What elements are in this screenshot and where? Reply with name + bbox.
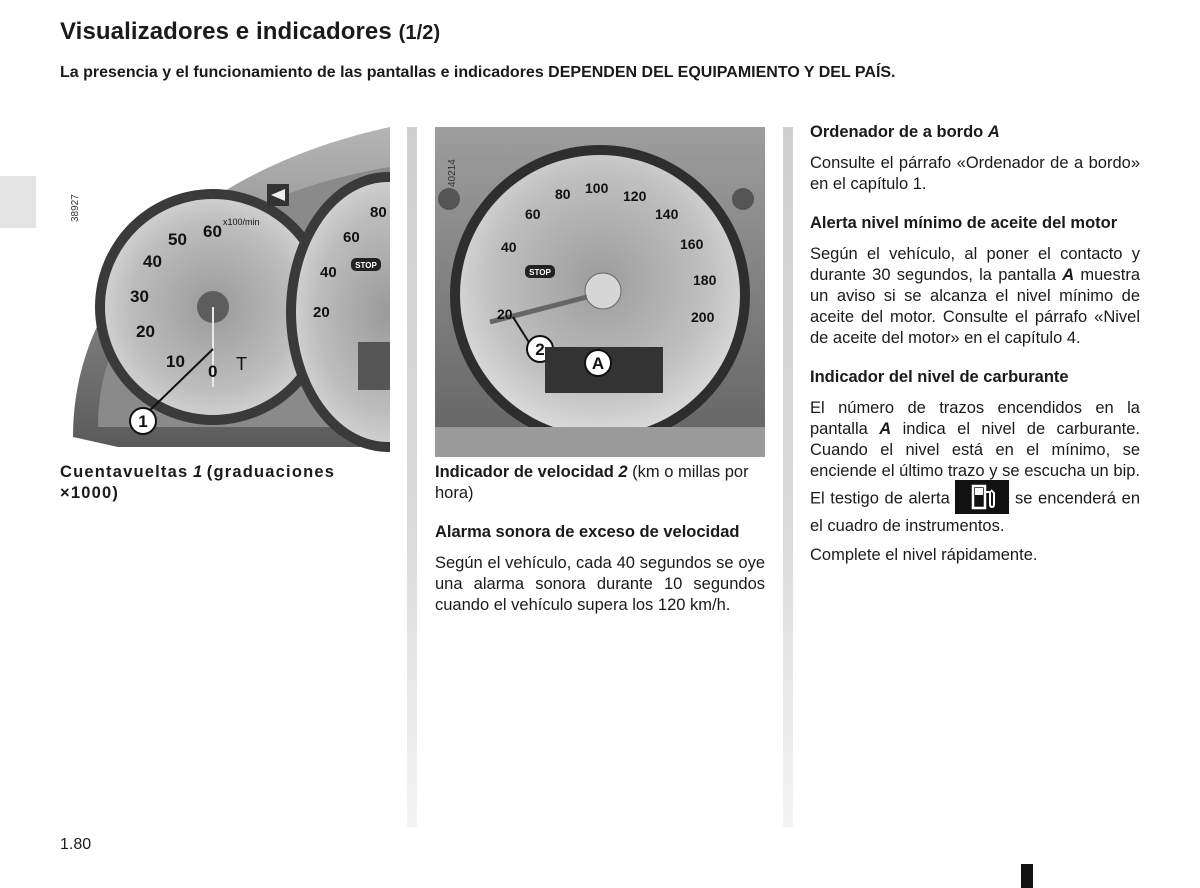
tick-40: 40	[143, 252, 162, 271]
stop-label: STOP	[355, 261, 377, 270]
heading-fuel-indicator: Indicador del nivel de carburante	[810, 368, 1069, 386]
text-complete-level: Complete el nivel rápidamente.	[810, 546, 1038, 564]
tick-10: 10	[166, 352, 185, 371]
text-oil-alert-a: Según el vehículo, al poner el contacto y durante 30 segundos, la pantalla	[810, 245, 1140, 284]
text-fuel-indicator	[810, 398, 1140, 537]
tick-200: 200	[691, 309, 715, 325]
column-separator	[407, 127, 417, 827]
speedometer-figure	[435, 127, 765, 457]
heading-oil-alert: Alerta nivel mínimo de aceite del motor	[810, 214, 1118, 232]
figure-ref-38927: 38927	[70, 194, 81, 222]
caption-tachometer	[60, 462, 390, 504]
tachometer-figure	[58, 127, 390, 457]
column-separator	[783, 127, 793, 827]
tick-0: 0	[208, 362, 218, 381]
text-fuel-indicator-c: se encenderá en el cuadro de instrumentos.	[810, 489, 1141, 535]
caption-speedometer-title: Indicador de velocidad	[435, 463, 614, 481]
speed-tick-40: 40	[320, 264, 337, 281]
tachometer-illustration	[58, 127, 390, 457]
caption-speedometer	[435, 462, 765, 504]
caption-speedometer-number: 2	[618, 463, 628, 481]
heading-onboard-computer-text: Ordenador de a bordo	[810, 123, 984, 141]
text-oil-alert-letter: A	[1062, 266, 1075, 284]
text-alarm: Según el vehículo, cada 40 segundos se oye una alarma sonora durante 10 segundos cuando el vehículo supera los 120 km/h.	[435, 554, 765, 614]
text-fuel-indicator-b: indica el nivel de carburante. Cuando el nivel está en el mínimo, se enciende el último trazo y se escucha un bip. El testigo de alerta	[810, 420, 1141, 508]
heading-onboard-computer-letter: A	[987, 123, 1000, 141]
figure-ref-40214: 40214	[447, 159, 458, 187]
stop-label: STOP	[529, 268, 551, 277]
speed-tick-60: 60	[343, 229, 360, 246]
tick-20: 20	[136, 322, 155, 341]
callout-1: 1	[138, 412, 148, 431]
speed-tick-20: 20	[313, 304, 330, 321]
tick-80: 80	[555, 186, 571, 202]
tick-60: 60	[525, 206, 541, 222]
page-title-text: Visualizadores e indicadores	[60, 18, 392, 45]
tick-30: 30	[130, 287, 149, 306]
tick-20: 20	[497, 306, 513, 322]
heading-alarm: Alarma sonora de exceso de velocidad	[435, 523, 740, 541]
speedometer-illustration	[435, 127, 765, 457]
caption-tachometer-rest: (graduaciones ×1000)	[60, 463, 336, 502]
callout-2: 2	[535, 340, 545, 359]
caption-tachometer-number: 1	[192, 463, 203, 481]
tick-160: 160	[680, 236, 704, 252]
tick-60: 60	[203, 222, 222, 241]
tick-140: 140	[655, 206, 679, 222]
text-oil-alert-b: muestra un aviso si se alcanza el nivel mínimo de aceite del motor. Consulte el párrafo «Nivel de aceite del motor» en el capítulo 4.	[810, 266, 1140, 347]
page-subtitle: La presencia y el funcionamiento de las pantallas e indicadores DEPENDEN DEL EQUIPAMIENTO Y DEL PAÍS.	[60, 64, 896, 81]
tick-40: 40	[501, 239, 517, 255]
page-corner-marker	[1021, 864, 1033, 888]
page-title	[60, 18, 440, 46]
column-speed	[435, 462, 765, 634]
callout-A: A	[591, 354, 605, 373]
label-t: T	[236, 354, 247, 374]
tick-100: 100	[585, 180, 609, 196]
fuel-warning-icon	[955, 480, 1009, 514]
chapter-tab	[0, 176, 36, 228]
caption-speedometer-rest: (km o millas por hora)	[435, 463, 749, 502]
tick-180: 180	[693, 272, 717, 288]
rpm-unit: x100/min	[223, 217, 260, 227]
speed-tick-80: 80	[370, 204, 387, 221]
text-oil-alert	[810, 244, 1140, 349]
page-number: 1.80	[60, 836, 92, 853]
column-info	[810, 122, 1140, 584]
caption-tachometer-title: Cuentavueltas	[60, 463, 189, 481]
heading-onboard-computer	[810, 122, 1140, 143]
text-fuel-indicator-a: El número de trazos encendidos en la pantalla	[810, 399, 1140, 438]
tick-120: 120	[623, 188, 647, 204]
text-onboard-computer: Consulte el párrafo «Ordenador de a bordo» en el capítulo 1.	[810, 154, 1140, 193]
text-fuel-indicator-letter: A	[879, 420, 892, 438]
page-title-suffix: (1/2)	[398, 22, 441, 44]
tick-50: 50	[168, 230, 187, 249]
